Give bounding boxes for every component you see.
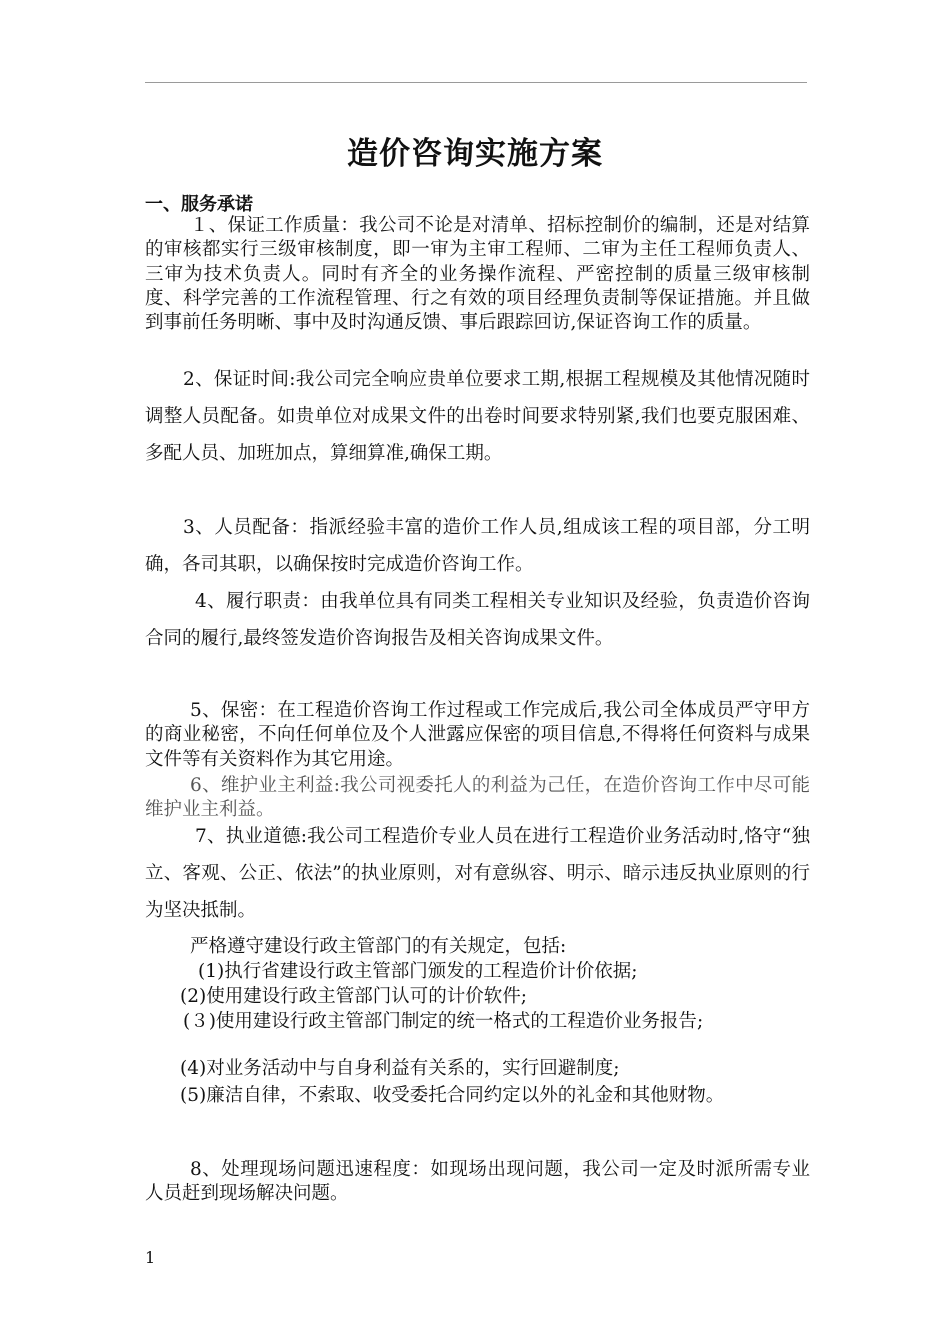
list-item-3: (３)使用建设行政主管部门制定的统一格式的工程造价业务报告; <box>183 1011 704 1032</box>
header-rule <box>145 82 807 83</box>
list-item-1: (1)执行省建设行政主管部门颁发的工程造价计价依据; <box>198 961 638 982</box>
paragraph-time: 2、保证时间:我公司完全响应贵单位要求工期,根据工程规模及其他情况随时调整人员配备。如贵单位对成果文件的出卷时间要求特别紧,我们也要克服困难、多配人员、加班加点，算细算准,确保工期。 <box>145 369 810 464</box>
paragraph-regulations: 严格遵守建设行政主管部门的有关规定，包括: <box>190 936 567 957</box>
page-number: 1 <box>145 1248 156 1267</box>
paragraph-confidentiality: 5、保密：在工程造价咨询工作过程或工作完成后,我公司全体成员严守甲方的商业秘密，不向任何单位及个人泄露应保密的项目信息,不得将任何资料与成果文件等有关资料作为其它用途。 <box>145 700 810 770</box>
paragraph-quality: １、保证工作质量：我公司不论是对清单、招标控制价的编制，还是对结算的审核都实行三级审核制度，即一审为主审工程师、二审为主任工程师负责人、三审为技术负责人。同时有齐全的业务操作流程、严密控制的质量三级审核制度、科学完善的工作流程管理、行之有效的项目经理负责制等保证措施。并且做到事前任务明晰、事中及时沟通反馈、事后跟踪回访,保证咨询工作的质量。 <box>145 215 810 334</box>
paragraph-owner-interest: 6、维护业主利益:我公司视委托人的利益为己任，在造价咨询工作中尽可能维护业主利益。 <box>145 775 810 821</box>
list-item-4: (4)对业务活动中与自身利益有关系的，实行回避制度; <box>180 1058 620 1079</box>
paragraph-duties: 4、履行职责：由我单位具有同类工程相关专业知识及经验，负责造价咨询合同的履行,最终签发造价咨询报告及相关咨询成果文件。 <box>145 591 810 649</box>
section-heading-service-commitment: 一、服务承诺 <box>145 194 253 215</box>
paragraph-onsite-issues: 8、处理现场问题迅速程度：如现场出现问题，我公司一定及时派所需专业人员赶到现场解决问题。 <box>145 1159 810 1205</box>
paragraph-ethics: 7、执业道德:我公司工程造价专业人员在进行工程造价业务活动时,恪守“独立、客观、公正、依法”的执业原则，对有意纵容、明示、暗示违反执业原则的行为坚决抵制。 <box>145 826 810 921</box>
list-item-2: (2)使用建设行政主管部门认可的计价软件; <box>180 986 527 1007</box>
list-item-5: (5)廉洁自律，不索取、收受委托合同约定以外的礼金和其他财物。 <box>180 1085 725 1106</box>
paragraph-staffing: 3、人员配备：指派经验丰富的造价工作人员,组成该工程的项目部，分工明确，各司其职，以确保按时完成造价咨询工作。 <box>145 517 810 575</box>
document-title: 造价咨询实施方案 <box>347 136 603 172</box>
